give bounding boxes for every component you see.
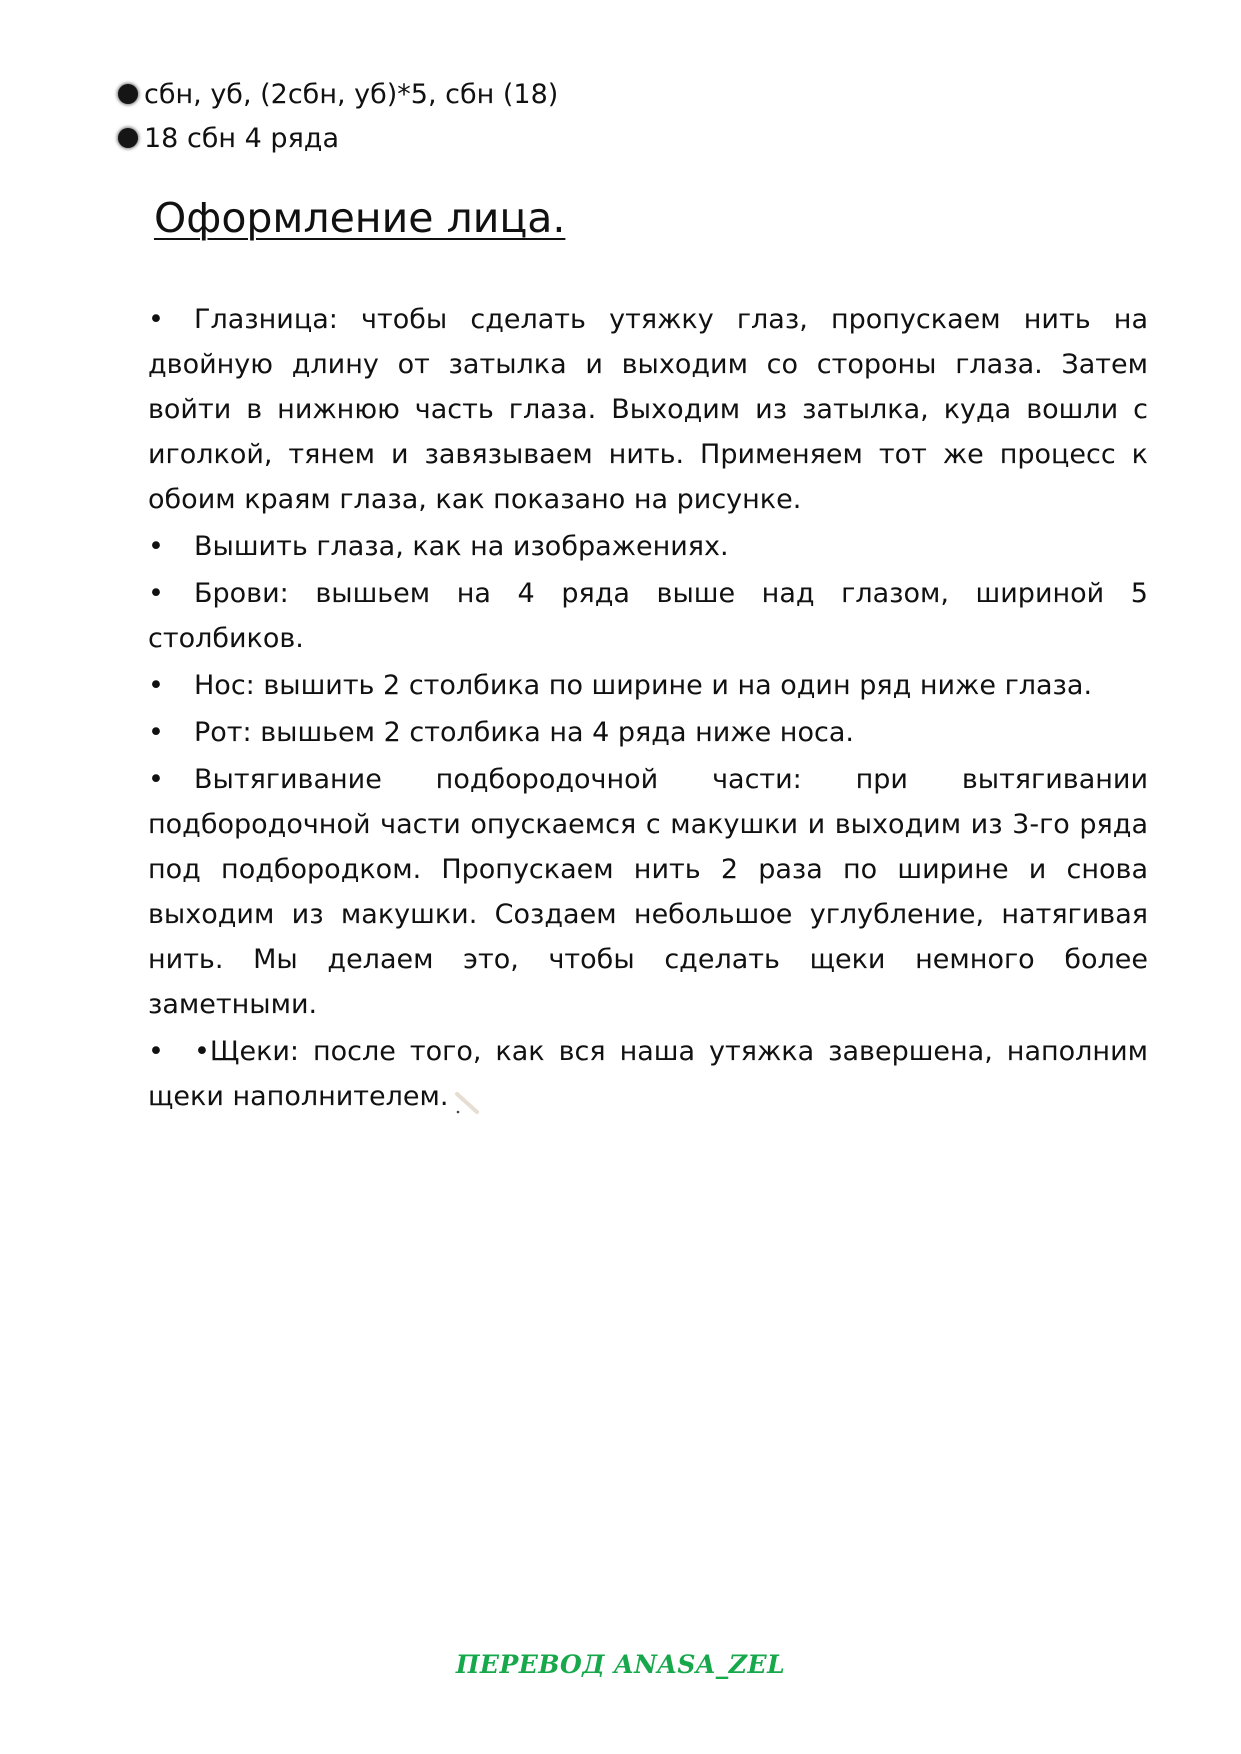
paragraph-text: •Щеки: после того, как вся наша утяжка завершена, наполним щеки наполнителем. bbox=[148, 1036, 1148, 1112]
pattern-row bbox=[118, 72, 558, 116]
section-title: Оформление лица. bbox=[154, 194, 566, 242]
paragraph-text: Вытягивание подбородочной части: при вытягивании подбородочной части опускаемся с макушки и выходим из 3-го ряда под подбородком. Пропускаем нить 2 раза по ширине и снова выходим из макушки. Создаем небольшое углубление, натягивая нить. Мы делаем это, чтобы сделать щеки немного более заметными. bbox=[148, 764, 1148, 1020]
paragraph-text: Брови: вышьем на 4 ряда выше над глазом, шириной 5 столбиков. bbox=[148, 578, 1148, 654]
bullet-dot-icon bbox=[118, 128, 138, 148]
paragraph-nose bbox=[148, 663, 1148, 708]
bullet-marker: • bbox=[148, 1036, 164, 1067]
pattern-rows bbox=[118, 72, 558, 160]
paragraph-text: Глазница: чтобы сделать утяжку глаз, пропускаем нить на двойную длину от затылка и выходим со стороны глаза. Затем войти в нижнюю часть глаза. Выходим из затылка, куда вошли с иголкой, тянем и завязываем нить. Применяем тот же процесс к обоим краям глаза, как показано на рисунке. bbox=[148, 304, 1148, 515]
bullet-marker: • bbox=[148, 578, 164, 609]
paragraph-cheeks bbox=[148, 1029, 1148, 1119]
paragraph-brows bbox=[148, 571, 1148, 661]
bullet-marker: • bbox=[148, 717, 164, 748]
pattern-row-text: 18 сбн 4 ряда bbox=[144, 122, 340, 154]
paragraph-text: Рот: вышьем 2 столбика на 4 ряда ниже носа. bbox=[194, 717, 854, 748]
bullet-dot-icon bbox=[118, 84, 138, 104]
bullet-marker: • bbox=[148, 304, 164, 335]
paragraph-text: Нос: вышить 2 столбика по ширине и на один ряд ниже глаза. bbox=[194, 670, 1093, 701]
pattern-row-text: сбн, уб, (2сбн, уб)*5, сбн (18) bbox=[144, 78, 559, 110]
paragraph-chin bbox=[148, 757, 1148, 1027]
instructions bbox=[148, 297, 1148, 1121]
paragraph-eyes bbox=[148, 524, 1148, 569]
bullet-marker: • bbox=[148, 764, 164, 795]
translator-credit: ПЕРЕВОД ANASA_ZEL bbox=[455, 1650, 786, 1679]
paragraph-text: Вышить глаза, как на изображениях. bbox=[194, 531, 729, 562]
paragraph-eye-socket bbox=[148, 297, 1148, 522]
bullet-marker: • bbox=[148, 531, 164, 562]
pattern-row bbox=[118, 116, 558, 160]
needle-icon bbox=[454, 1085, 480, 1111]
paragraph-mouth bbox=[148, 710, 1148, 755]
bullet-marker: • bbox=[148, 670, 164, 701]
